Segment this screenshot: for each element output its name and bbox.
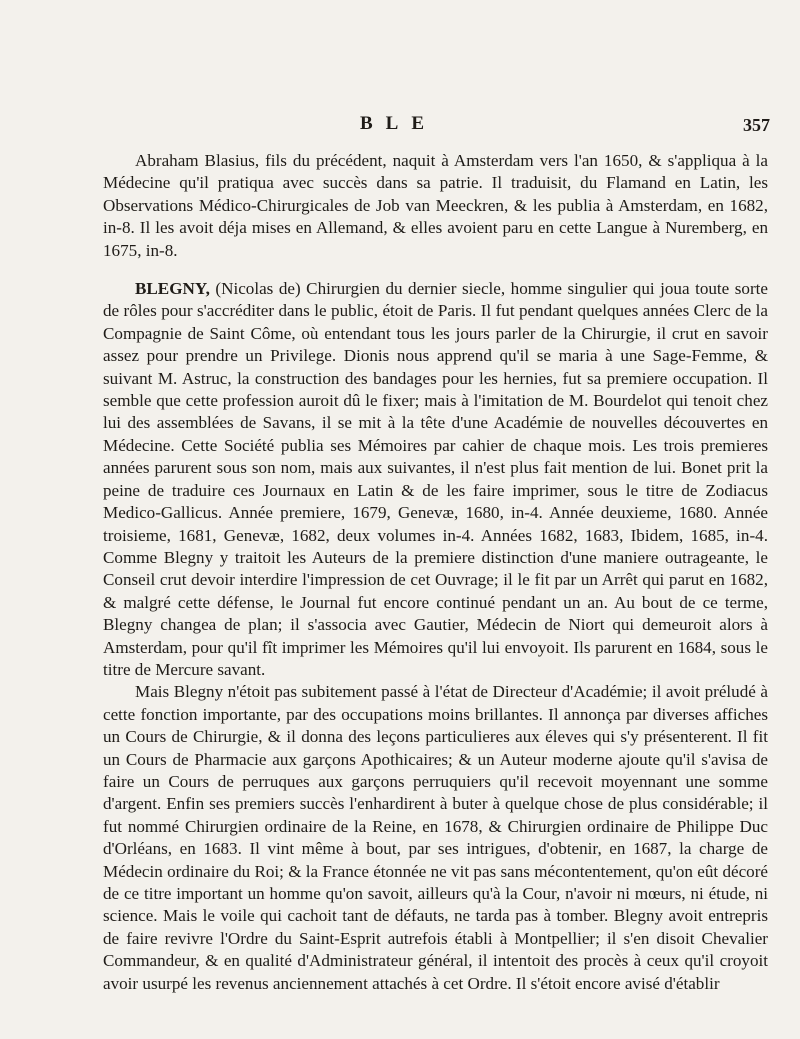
paragraph-abraham-blasius: Abraham Blasius, fils du précédent, naquit à Amsterdam vers l'an 1650, & s'appliqua à la Médecine qu'il pratiqua avec succès dans sa patrie. Il traduisit, du Flamand en Latin, les Observations Médico-Chirurgicales de Job van Meeckren, & les publia à Amsterdam, en 1682, in-8. Il les avoit déja mises en Allemand, & elles avoient paru en cette Langue à Nuremberg, en 1675, in-8. bbox=[103, 151, 768, 260]
running-head: BLE bbox=[360, 113, 438, 134]
body-text bbox=[103, 150, 768, 995]
entry-name: BLEGNY, bbox=[135, 279, 210, 299]
paragraph-blegny-entry bbox=[103, 278, 768, 681]
page-header bbox=[0, 113, 800, 143]
paragraph-gap bbox=[103, 262, 768, 278]
entry-text: (Nicolas de) Chirurgien du dernier siecle, homme singulier qui joua toute sorte de rôles pour s'accréditer dans le public, étoit de Paris. Il fut pendant quelques années Clerc de la Compagnie de Saint Côme, où entendant tous les jours parler de la Chirurgie, il crut en savoir assez pour prendre un Privilege. Dionis nous apprend qu'il se maria à une Sage-Femme, & suivant M. Astruc, la construction des bandages pour les hernies, fut sa premiere occupation. Il semble que cette profession auroit dû le fixer; mais à l'imitation de M. Bourdelot qui tenoit chez lui des assemblées de Savans, il se mit à la tête d'une Académie de nouvelles découvertes en Médecine. Cette Société publia ses Mémoires par cahier de chaque mois. Les trois premieres années parurent sous son nom, mais aux suivantes, il n'est plus fait mention de lui. Bonet prit la peine de traduire ces Journaux en Latin & de les faire imprimer, sous le titre de Zodiacus Medico-Gallicus. Année premiere, 1679, Genevæ, 1680, in-4. Année deuxieme, 1680. Année troisieme, 1681, Genevæ, 1682, deux volumes in-4. Années 1682, 1683, Ibidem, 1685, in-4. Comme Blegny y traitoit les Auteurs de la premiere distinction d'une maniere outrageante, le Conseil crut devoir interdire l'impression de cet Ouvrage; il le fit par un Arrêt qui parut en 1682, & malgré cette défense, le Journal fut encore continué pendant un an. Au bout de ce terme, Blegny changea de plan; il s'associa avec Gautier, Médecin de Niort qui demeuroit alors à Amsterdam, pour qu'il fît imprimer les Mémoires qu'il lui envoyoit. Ils parurent en 1684, sous le titre de Mercure savant. bbox=[103, 279, 768, 679]
page-number: 357 bbox=[743, 115, 770, 135]
paragraph-blegny-continuation: Mais Blegny n'étoit pas subitement passé à l'état de Directeur d'Académie; il avoit préludé à cette fonction importante, par des occupations moins brillantes. Il annonça par diverses affiches un Cours de Chirurgie, & il donna des leçons particulieres aux éleves qui s'y présenterent. Il fit un Cours de Pharmacie aux garçons Apothicaires; & un Auteur moderne ajoute qu'il s'avisa de faire un Cours de perruques aux garçons perruquiers qu'il recevoit moyennant une somme d'argent. Enfin ses premiers succès l'enhardirent à buter à quelque chose de plus considérable; il fut nommé Chirurgien ordinaire de la Reine, en 1678, & Chirurgien ordinaire de Philippe Duc d'Orléans, en 1683. Il vint même à bout, par ses intrigues, d'obtenir, en 1687, la charge de Médecin ordinaire du Roi; & la France étonnée ne vit pas sans mécontentement, qu'on eût décoré de ce titre important un homme qu'on savoit, ailleurs qu'à la Cour, n'avoir ni mœurs, ni étude, ni science. Mais le voile qui cachoit tant de défauts, ne tarda pas à tomber. Blegny avoit entrepris de faire revivre l'Ordre du Saint-Esprit autrefois établi à Montpellier; il s'en disoit Chevalier Commandeur, & en qualité d'Administrateur général, il intentoit des procès à ceux qu'il croyoit avoir usurpé les revenus anciennement attachés à cet Ordre. Il s'étoit encore avisé d'établir bbox=[103, 682, 768, 993]
